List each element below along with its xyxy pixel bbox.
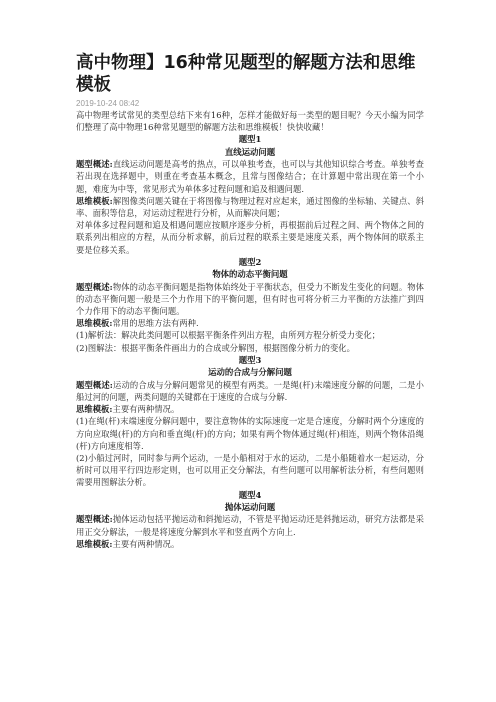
section-name: 物体的动态平衡问题 [212,269,288,280]
overview-text: 直线运动问题是高考的热点，可以单独考查，也可以与其他知识综合考查。单独考查若出现在选择题中，则重在考查基本概念，且常与图像结合；在计算题中常出现在第一个小题，难度为中等，常见形式为单体多过程问题和追及相遇问题. [76,159,424,194]
overview-label: 题型概述: [76,159,113,170]
template-paragraph [76,195,424,219]
list-item: (2)图解法：根据平衡条件画出力的合成或分解图，根据图像分析力的变化。 [76,342,356,353]
section-number: 题型3 [238,354,262,365]
section-name: 直线运动问题 [224,146,276,157]
overview-paragraph [76,379,424,403]
template-extra-paragraph: 对单体多过程问题和追及相遇问题应按顺序逐步分析，再根据前后过程之间、两个物体之间的联系列出相应的方程，从而分析求解，前后过程的联系主要是速度关系，两个物体间的联系主要是位移关系。 [76,220,424,255]
list-item: (1)在绳(杆)末端速度分解问题中，要注意物体的实际速度一定是合速度，分解时两个分速度的方向应取绳(杆)的方向和垂直绳(杆)的方向；如果有两个物体通过绳(杆)相连，则两个物体沿绳(杆)方向速度相等. [76,416,424,451]
template-label: 思维模板: [76,538,113,549]
template-paragraph [76,538,424,550]
overview-label: 题型概述: [76,379,113,390]
publish-date: 2019-10-24 08:42 [76,99,140,108]
template-text: 主要有两种情况。 [112,538,180,549]
overview-text: 运动的合成与分解问题常见的模型有两类。一是绳(杆)末端速度分解的问题，二是小船过河的问题，两类问题的关键都在于速度的合成与分解. [76,379,424,402]
overview-paragraph [76,281,424,318]
section-number: 题型1 [238,134,262,145]
overview-text: 抛体运动包括平抛运动和斜抛运动，不管是平抛运动还是斜抛运动，研究方法都是采用正交分解法，一般是将速度分解到水平和竖直两个方向上. [76,514,424,537]
overview-text: 物体的动态平衡问题是指物体始终处于平衡状态，但受力不断发生变化的问题。物体的动态平衡问题一般是三个力作用下的平衡问题，但有时也可将分析三力平衡的方法推广到四个力作用下的动态平衡问题。 [76,281,424,317]
section-number: 题型2 [238,256,262,267]
intro-paragraph: 高中物理考试常见的类型总结下来有16种，怎样才能做好每一类型的题目呢？今天小编为同学们整理了高中物理16种常见题型的解题方法和思维模板！快快收藏！ [76,110,424,133]
list-item: (2)小船过河时，同时参与两个运动，一是小船相对于水的运动，二是小船随着水一起运动，分析时可以用平行四边形定则，也可以用正交分解法，有些问题可以用解析法分析，有些问题则需要用图解法分析。 [76,452,424,488]
overview-paragraph [76,513,424,537]
template-label: 思维模板: [76,195,113,206]
template-paragraph [76,403,424,415]
overview-label: 题型概述: [76,514,113,525]
page-title: 高中物理】16种常见题型的解题方法和思维模板 [76,53,416,95]
template-paragraph [76,317,424,329]
template-text: 常用的思维方法有两种. [112,318,199,329]
section-name: 抛体运动问题 [224,501,276,512]
section-name: 运动的合成与分解问题 [208,367,292,378]
section-number: 题型4 [238,489,262,500]
template-label: 思维模板: [76,404,113,415]
overview-label: 题型概述: [76,281,113,292]
template-text: 主要有两种情况。 [112,404,180,415]
template-text: 解图像类问题关键在于将图像与物理过程对应起来，通过图像的坐标轴、关键点、斜率、面积等信息，对运动过程进行分析，从而解决问题； [76,195,424,219]
template-label: 思维模板: [76,318,113,329]
list-item: (1)解析法：解决此类问题可以根据平衡条件列出方程，由所列方程分析受力变化； [76,330,381,341]
overview-paragraph [76,158,424,195]
